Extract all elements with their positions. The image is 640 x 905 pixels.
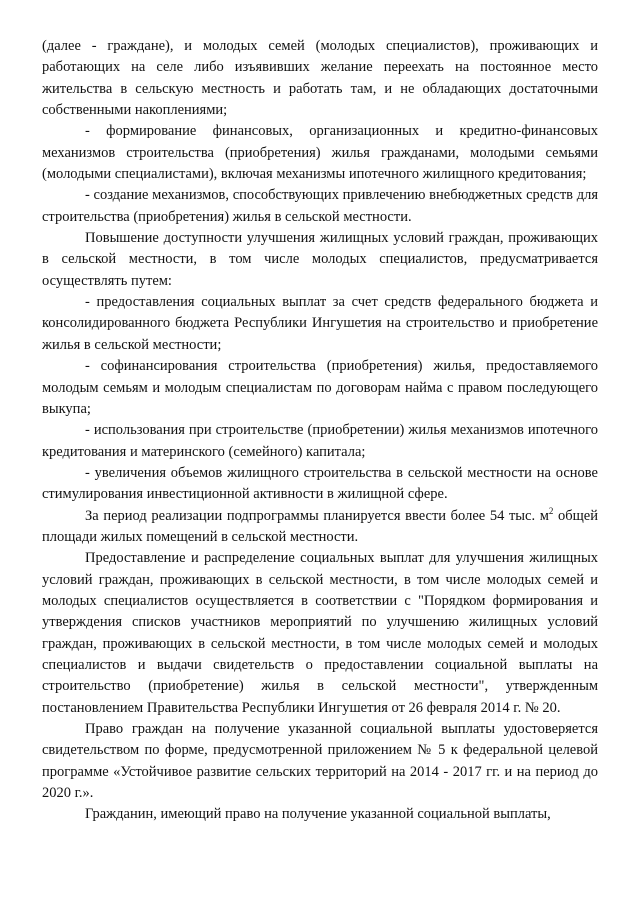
document-page — [42, 36, 598, 826]
paragraph-certificate: Право граждан на получение указанной социальной выплаты удостоверяется свидетельством по форме, предусмотренной приложением № 5 к федеральной целевой программе «Устойчивое развитие сельских территорий на 2014 - 2017 гг. и на период до 2020 г.». — [42, 721, 598, 802]
paragraph-cofinancing: - софинансирования строительства (приобретения) жилья, предоставляемого молодым семьям и молодым специалистам по договорам найма с правом последующего выкупа; — [42, 358, 598, 417]
paragraph-financial-mechanisms: - формирование финансовых, организационных и кредитно-финансовых механизмов строительства (приобретения) жилья гражданами, молодыми семьями (молодыми специалистами), включая механизмы ипотечного жилищного кредитования; — [42, 123, 598, 183]
paragraph-construction-volume: - увеличения объемов жилищного строительства в сельской местности на основе стимулирования инвестиционной активности в жилищной сфере. — [42, 464, 598, 503]
paragraph-housing-area — [42, 506, 598, 549]
paragraph-payment-procedure: Предоставление и распределение социальных выплат для улучшения жилищных условий граждан, проживающих в сельской местности, в том числе молодых семей и молодых специалистов осуществляется в соответствии с "Порядком формирования и утверждения списков участников мероприятий по улучшению жилищных условий граждан, проживающих в сельской местности, в том числе молодых семей и молодых специалистов и выдачи свидетельств о предоставлении социальной выплаты на строительство (приобретение) жилья в сельской местности", утвержденным постановлением Правительства Республики Ингушетия от 26 февраля 2014 г. № 20. — [42, 550, 598, 716]
paragraph-social-payments: - предоставления социальных выплат за счет средств федерального бюджета и консолидированного бюджета Республики Ингушетия на строительство и приобретение жилья в сельской местности; — [42, 294, 598, 353]
paragraph-citizen-right: Гражданин, имеющий право на получение указанной социальной выплаты, — [85, 806, 551, 823]
housing-area-text: За период реализации подпрограммы планируется ввести более 54 тыс. м — [85, 507, 549, 524]
housing-area-text-end: общей площади жилых помещений в сельской местности. — [42, 507, 598, 545]
paragraph-mortgage: - использования при строительстве (приобретении) жилья механизмов ипотечного кредитования и материнского (семейного) капитала; — [42, 422, 598, 460]
square-meter-superscript: 2 — [548, 505, 554, 516]
paragraph-extrabudgetary-funds: - создание механизмов, способствующих привлечению внебюджетных средств для строительства (приобретения) жилья в сельской местности. — [42, 187, 598, 225]
paragraph-affordability-intro: Повышение доступности улучшения жилищных условий граждан, проживающих в сельской местности, в том числе молодых специалистов, предусматривается осуществлять путем: — [42, 230, 598, 289]
paragraph-continuation: (далее - граждане), и молодых семей (молодых специалистов), проживающих и работающих на селе либо изъявивших желание переехать на постоянное место жительства в сельскую местность и работать там, и не обладающих достаточными собственными накоплениями; — [42, 38, 598, 119]
